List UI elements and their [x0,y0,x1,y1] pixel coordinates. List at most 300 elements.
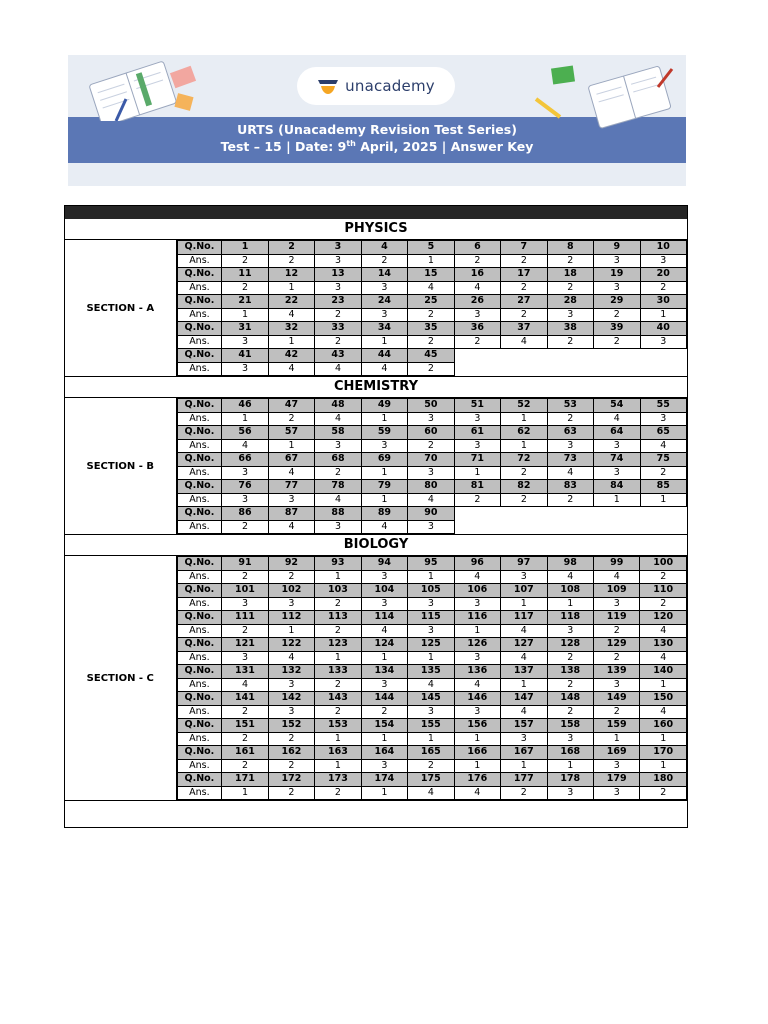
answer-row [177,308,686,322]
answer-cell: 3 [594,254,640,268]
empty-cell [454,362,500,376]
answer-row [177,362,686,376]
question-number-cell: 61 [454,426,500,440]
question-number-cell: 169 [593,746,639,760]
answer-cell: 3 [593,786,639,800]
question-number-cell: 143 [315,692,361,706]
question-number-cell: 7 [501,241,547,255]
question-number-cell: 63 [547,426,593,440]
answer-cell: 2 [222,520,268,534]
answer-cell: 2 [222,254,268,268]
answer-cell: 4 [454,786,500,800]
ans-label: Ans. [177,362,222,376]
section-label: SECTION - C [65,556,177,800]
empty-cell [501,520,547,534]
question-number-cell: 103 [315,584,361,598]
answer-cell: 4 [268,308,314,322]
question-number-cell: 176 [454,773,500,787]
question-number-cell: 111 [222,611,268,625]
empty-cell [594,362,640,376]
question-number-row [177,638,686,652]
answer-cell: 2 [594,308,640,322]
answer-cell: 1 [640,308,686,322]
question-number-cell: 87 [268,507,314,521]
question-number-cell: 6 [454,241,500,255]
question-number-cell: 174 [361,773,407,787]
question-number-cell: 82 [501,480,547,494]
question-number-cell: 72 [501,453,547,467]
question-number-cell: 78 [315,480,361,494]
question-number-cell: 67 [268,453,314,467]
question-number-cell: 50 [408,399,454,413]
question-number-cell: 110 [640,584,687,598]
question-number-cell: 9 [594,241,640,255]
empty-cell [454,520,500,534]
answer-cell: 3 [501,570,547,584]
question-number-cell: 102 [268,584,314,598]
answer-cell: 3 [640,335,686,349]
answer-cell: 4 [547,466,593,480]
answer-cell: 1 [408,651,454,665]
question-number-cell: 23 [315,295,361,309]
question-number-cell: 49 [361,399,407,413]
question-number-cell: 88 [315,507,361,521]
empty-cell [547,507,593,521]
question-number-cell: 15 [408,268,454,282]
answer-cell: 2 [268,254,314,268]
question-number-row [177,507,686,521]
answer-cell: 3 [454,651,500,665]
question-number-cell: 114 [361,611,407,625]
question-number-cell: 86 [222,507,268,521]
answer-cell: 3 [268,705,314,719]
answer-table [177,556,687,800]
answer-cell: 4 [640,651,687,665]
answer-cell: 3 [222,335,268,349]
answer-cell: 3 [408,597,454,611]
qno-label: Q.No. [177,507,222,521]
answer-cell: 4 [315,412,361,426]
banner-subtitle [68,139,686,154]
qno-label: Q.No. [177,611,222,625]
answer-cell: 1 [361,651,407,665]
question-number-cell: 150 [640,692,687,706]
question-number-cell: 179 [593,773,639,787]
answer-cell: 1 [222,412,268,426]
question-number-cell: 156 [454,719,500,733]
question-number-cell: 60 [408,426,454,440]
answer-cell: 2 [222,705,268,719]
question-number-cell: 108 [547,584,593,598]
answer-cell: 2 [547,412,593,426]
answer-cell: 4 [408,786,454,800]
answer-cell: 2 [593,624,639,638]
question-number-cell: 118 [547,611,593,625]
question-number-cell: 165 [408,746,454,760]
question-number-cell: 52 [501,399,547,413]
section-block [65,556,687,800]
question-number-cell: 35 [408,322,454,336]
answer-cell: 3 [547,439,593,453]
question-number-cell: 90 [408,507,454,521]
answer-cell: 1 [315,570,361,584]
question-number-cell: 137 [501,665,547,679]
qno-label: Q.No. [177,399,222,413]
question-number-cell: 4 [361,241,407,255]
question-number-row [177,773,686,787]
answer-cell: 3 [408,520,454,534]
question-number-cell: 116 [454,611,500,625]
answer-cell: 4 [454,570,500,584]
question-number-cell: 13 [315,268,361,282]
banner-bottom-strip [68,163,686,186]
answer-cell: 3 [315,254,361,268]
answer-cell: 2 [454,254,500,268]
answer-cell: 4 [640,705,687,719]
answer-cell: 2 [408,335,454,349]
answer-cell: 4 [547,570,593,584]
answer-cell: 3 [268,597,314,611]
question-number-cell: 43 [315,349,361,363]
answer-cell: 4 [408,493,454,507]
answer-cell: 3 [408,412,454,426]
answer-cell: 3 [268,493,314,507]
answer-row [177,335,686,349]
answer-cell: 1 [315,759,361,773]
answer-cell: 2 [222,759,268,773]
question-number-cell: 139 [593,665,639,679]
banner-title: URTS (Unacademy Revision Test Series) [237,122,517,137]
question-number-cell: 18 [547,268,593,282]
answer-row [177,520,686,534]
answer-cell: 4 [222,439,268,453]
question-number-cell: 75 [640,453,686,467]
answer-cell: 1 [315,651,361,665]
question-number-cell: 140 [640,665,687,679]
answer-cell: 4 [501,624,547,638]
empty-cell [594,349,640,363]
answer-row [177,412,686,426]
ans-label: Ans. [177,412,222,426]
question-number-cell: 55 [640,399,686,413]
question-number-cell: 48 [315,399,361,413]
answer-cell: 4 [501,651,547,665]
answer-cell: 4 [454,678,500,692]
answer-cell: 4 [268,466,314,480]
answer-cell: 3 [315,281,361,295]
answer-cell: 1 [268,281,314,295]
question-number-cell: 104 [361,584,407,598]
answer-cell: 1 [454,759,500,773]
answer-cell: 2 [640,281,686,295]
question-number-cell: 20 [640,268,686,282]
empty-cell [501,362,547,376]
question-number-cell: 47 [268,399,314,413]
ans-label: Ans. [177,439,222,453]
answer-cell: 4 [361,624,407,638]
answer-cell: 3 [408,466,454,480]
question-number-row [177,426,686,440]
answer-cell: 2 [222,570,268,584]
question-number-cell: 33 [315,322,361,336]
question-number-cell: 68 [315,453,361,467]
question-number-cell: 157 [501,719,547,733]
question-number-cell: 22 [268,295,314,309]
sheet-top-bar [65,206,687,219]
answer-cell: 3 [361,570,407,584]
empty-cell [454,349,500,363]
question-number-cell: 171 [222,773,268,787]
question-number-cell: 124 [361,638,407,652]
question-number-cell: 17 [501,268,547,282]
question-number-cell: 80 [408,480,454,494]
answer-row [177,466,686,480]
question-number-cell: 56 [222,426,268,440]
question-number-cell: 28 [547,295,593,309]
answer-cell: 3 [408,624,454,638]
answer-cell: 2 [222,624,268,638]
question-number-cell: 172 [268,773,314,787]
answer-cell: 1 [501,759,547,773]
answer-cell: 1 [594,493,640,507]
answer-row [177,281,686,295]
answer-cell: 2 [315,597,361,611]
answer-cell: 2 [547,281,593,295]
answer-cell: 1 [501,412,547,426]
question-number-cell: 69 [361,453,407,467]
question-number-cell: 11 [222,268,268,282]
answer-cell: 3 [547,732,593,746]
question-number-row [177,719,686,733]
answer-cell: 2 [315,308,361,322]
answer-cell: 3 [593,678,639,692]
answer-cell: 2 [268,732,314,746]
empty-cell [454,507,500,521]
question-number-cell: 37 [501,322,547,336]
question-number-cell: 166 [454,746,500,760]
question-number-cell: 107 [501,584,547,598]
question-number-cell: 168 [547,746,593,760]
notebook-illustration-right [530,59,680,129]
answer-cell: 2 [640,786,687,800]
unacademy-logo-icon [317,77,339,95]
empty-cell [594,507,640,521]
answer-cell: 3 [454,412,500,426]
answer-cell: 1 [640,493,686,507]
question-number-cell: 147 [501,692,547,706]
answer-cell: 2 [361,705,407,719]
answer-cell: 1 [501,439,547,453]
question-number-cell: 162 [268,746,314,760]
answer-cell: 2 [640,466,686,480]
question-number-cell: 160 [640,719,687,733]
answer-cell: 3 [222,597,268,611]
question-number-cell: 149 [593,692,639,706]
ans-label: Ans. [177,732,222,746]
question-number-cell: 71 [454,453,500,467]
qno-label: Q.No. [177,453,222,467]
answer-cell: 3 [547,624,593,638]
answer-cell: 1 [222,786,268,800]
question-number-cell: 76 [222,480,268,494]
answer-cell: 1 [361,466,407,480]
answer-cell: 3 [361,308,407,322]
answer-cell: 4 [361,520,407,534]
qno-label: Q.No. [177,584,222,598]
answer-cell: 1 [408,732,454,746]
answer-cell: 4 [501,705,547,719]
answer-cell: 1 [361,493,407,507]
answer-cell: 4 [268,362,314,376]
question-number-cell: 21 [222,295,268,309]
answer-cell: 1 [408,570,454,584]
question-number-cell: 5 [408,241,454,255]
answer-cell: 3 [547,308,593,322]
question-number-cell: 141 [222,692,268,706]
question-number-cell: 44 [361,349,407,363]
answer-table [177,398,687,534]
question-number-cell: 120 [640,611,687,625]
question-number-cell: 27 [501,295,547,309]
answer-cell: 3 [268,678,314,692]
answer-cell: 1 [361,786,407,800]
empty-cell [547,349,593,363]
answer-cell: 1 [640,759,687,773]
answer-cell: 2 [501,493,547,507]
answer-cell: 3 [454,597,500,611]
answer-cell: 2 [315,705,361,719]
answer-cell: 3 [593,759,639,773]
answer-cell: 4 [501,335,547,349]
section-label: SECTION - A [65,240,177,376]
notebook-illustration-left [76,59,206,121]
answer-cell: 3 [454,439,500,453]
answer-cell: 4 [640,624,687,638]
empty-cell [501,349,547,363]
answer-cell: 2 [501,786,547,800]
ans-label: Ans. [177,570,222,584]
question-number-cell: 30 [640,295,686,309]
unacademy-logo [297,67,455,105]
question-number-cell: 134 [361,665,407,679]
question-number-cell: 164 [361,746,407,760]
answer-row [177,597,686,611]
answer-cell: 2 [501,281,547,295]
qno-label: Q.No. [177,746,222,760]
answer-cell: 1 [501,597,547,611]
qno-label: Q.No. [177,322,222,336]
question-number-cell: 121 [222,638,268,652]
ans-label: Ans. [177,759,222,773]
qno-label: Q.No. [177,480,222,494]
answer-row [177,786,686,800]
subject-heading: PHYSICS [65,219,687,240]
answer-cell: 1 [268,335,314,349]
question-number-cell: 40 [640,322,686,336]
question-number-cell: 119 [593,611,639,625]
question-number-row [177,295,686,309]
empty-cell [547,520,593,534]
question-number-cell: 180 [640,773,687,787]
empty-cell [501,507,547,521]
question-number-cell: 24 [361,295,407,309]
answer-cell: 1 [454,732,500,746]
answer-cell: 3 [640,412,686,426]
question-number-cell: 84 [594,480,640,494]
answer-cell: 4 [268,651,314,665]
answer-cell: 2 [547,493,593,507]
question-number-cell: 158 [547,719,593,733]
ans-label: Ans. [177,651,222,665]
answer-cell: 4 [408,678,454,692]
answer-cell: 4 [315,493,361,507]
answer-cell: 3 [547,786,593,800]
answer-cell: 3 [361,439,407,453]
empty-cell [640,520,686,534]
answer-cell: 1 [361,412,407,426]
answer-cell: 2 [640,597,687,611]
answer-cell: 1 [547,597,593,611]
question-number-cell: 95 [408,557,454,571]
question-number-cell: 101 [222,584,268,598]
question-number-cell: 74 [594,453,640,467]
answer-row [177,705,686,719]
answer-cell: 2 [454,493,500,507]
answer-cell: 2 [593,651,639,665]
question-number-row [177,692,686,706]
answer-cell: 1 [454,466,500,480]
answer-cell: 2 [315,624,361,638]
question-number-cell: 155 [408,719,454,733]
question-number-cell: 31 [222,322,268,336]
empty-cell [547,362,593,376]
question-number-cell: 83 [547,480,593,494]
qno-label: Q.No. [177,692,222,706]
question-number-cell: 34 [361,322,407,336]
question-number-cell: 170 [640,746,687,760]
ans-label: Ans. [177,466,222,480]
question-number-cell: 163 [315,746,361,760]
answer-cell: 2 [408,439,454,453]
answer-cell: 2 [501,254,547,268]
question-number-cell: 51 [454,399,500,413]
answer-cell: 4 [593,570,639,584]
answer-cell: 4 [361,362,407,376]
question-number-cell: 148 [547,692,593,706]
section-label: SECTION - B [65,398,177,534]
question-number-cell: 132 [268,665,314,679]
sheet-footer-row [65,800,687,827]
answer-cell: 3 [315,520,361,534]
ans-label: Ans. [177,678,222,692]
ans-label: Ans. [177,624,222,638]
question-number-cell: 93 [315,557,361,571]
question-number-cell: 2 [268,241,314,255]
header-banner [68,55,686,186]
answer-cell: 3 [454,308,500,322]
question-number-cell: 64 [594,426,640,440]
ans-label: Ans. [177,705,222,719]
question-number-cell: 105 [408,584,454,598]
question-number-cell: 135 [408,665,454,679]
question-number-cell: 39 [594,322,640,336]
ans-label: Ans. [177,254,222,268]
answer-cell: 4 [408,281,454,295]
question-number-cell: 70 [408,453,454,467]
question-number-cell: 97 [501,557,547,571]
qno-label: Q.No. [177,665,222,679]
question-number-cell: 81 [454,480,500,494]
